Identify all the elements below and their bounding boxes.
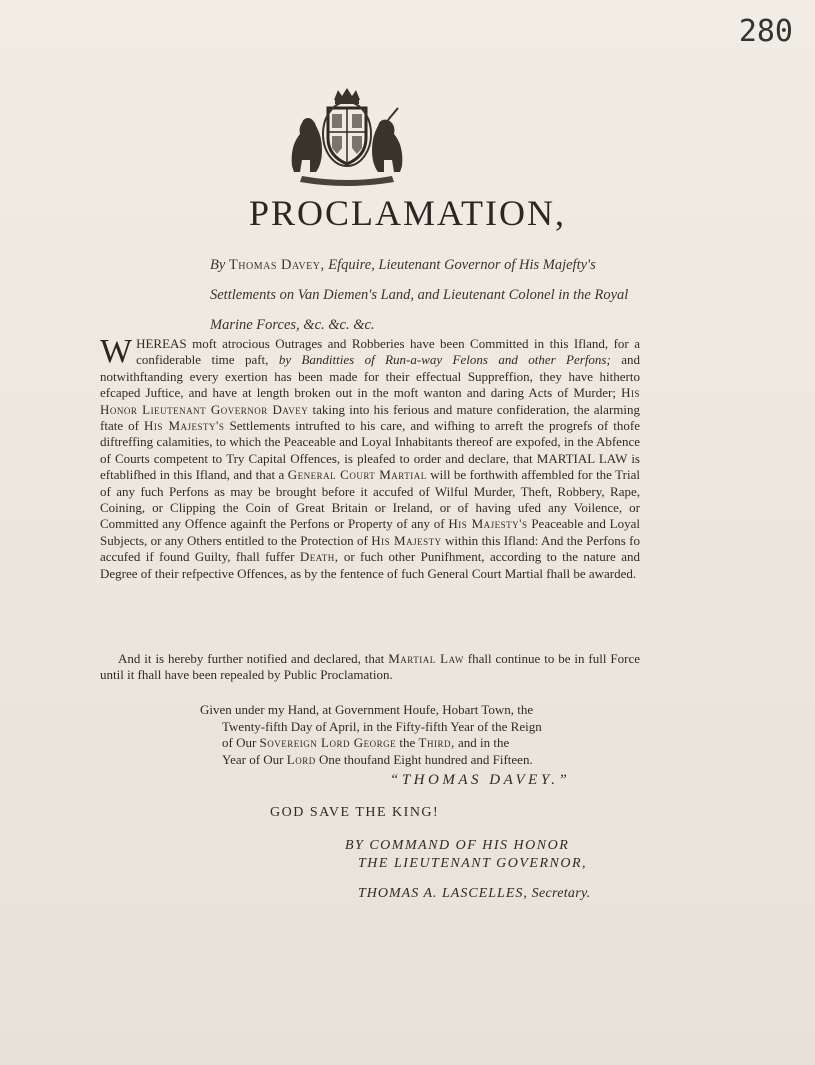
text-run-smallcaps: General Court Martial — [287, 467, 427, 483]
secretary-signature — [358, 886, 591, 902]
text-run-smallcaps: His Majesty — [371, 532, 442, 548]
text-run-smallcaps: Third, — [418, 735, 455, 751]
proclamation-paragraph-1 — [100, 333, 641, 582]
byline — [210, 250, 650, 340]
byline-name: Thomas Davey, — [228, 257, 325, 273]
text-run: within this Ifland: And the Perfons fo accufed if found Guilty, fhall fuffer — [100, 532, 640, 565]
god-save-the-king: GOD SAVE THE KING! — [270, 805, 440, 820]
drop-cap: W — [100, 333, 133, 370]
text-run-italic: by Banditties of Run-a-way Felons and other Perfons; — [278, 352, 611, 368]
text-run: and notwithftanding every exertion has been made for their effectual Suppreffion, they have hitherto efcaped Juftice, and have at length broken out in the moft wanton and daring Acts of Murder; — [100, 352, 640, 401]
governor-signature: “THOMAS DAVEY.” — [390, 772, 571, 788]
secretary-name: THOMAS A. LASCELLES, — [358, 886, 528, 901]
text-run: taking into his ferious and mature confideration, the alarming ftate of — [100, 401, 640, 434]
text-run: or fuch other Punifhment, according to the nature and Degree of their refpective Offences, as by the fentence of fuch General Court Martial fhall be awarded. — [100, 549, 640, 581]
command-line-1: BY COMMAND OF HIS HONOR — [345, 838, 570, 853]
byline-by: By — [210, 257, 229, 273]
text-run: the — [396, 735, 419, 751]
text-run: Settlements intrufted to his care, and wifhing to arreft the progrefs of thofe diftreffing calamities, to which the Peaceable and Loyal Inhabitants thereof are expofed, in the Abfence of Courts competent to Try Capital Offences, is pleafed to order and declare, that MARTIAL LAW is eftablifhed in this Ifland, and that a — [100, 418, 641, 483]
text-run: and in the — [454, 735, 510, 751]
given-line-3 — [200, 735, 640, 752]
proclamation-title: PROCLAMATION, — [248, 193, 567, 233]
text-run: Peaceable and Loyal Subjects, or any Others entitled to the Protection of — [100, 516, 640, 548]
page-number: 280 — [738, 14, 793, 49]
given-under-hand — [200, 702, 640, 768]
given-line-4 — [200, 752, 640, 769]
text-run-smallcaps: Martial Law — [388, 651, 464, 666]
command-line-2: THE LIEUTENANT GOVERNOR, — [358, 856, 588, 871]
byline-text: Efquire, Lieutenant Governor of His Majefty's Settlements on Van Diemen's Land, and Lieutenant Colonel in the Royal Marine Forces, &c. &c. &c. — [210, 257, 629, 333]
text-run: will be forthwith affembled for the Trial of any fuch Perfons as may be brought before it accufed of Wilful Murder, Theft, Robbery, Rape, Coining, or Clipping the Coin of Great Britain or Ireland, or of having ufed any Voilence, or Committed any Offence againft the Perfons or Property of any of — [100, 467, 640, 532]
text-run: HEREAS moft atrocious Outrages and Robberies have been Committed in this Ifland, for a confiderable time paft, — [136, 336, 640, 368]
proclamation-paragraph-2 — [100, 651, 640, 684]
text-run-smallcaps: His Majesty's — [448, 516, 528, 532]
text-run-smallcaps: Death, — [299, 549, 339, 565]
text-run: of Our — [222, 735, 260, 751]
royal-coat-of-arms-icon — [282, 86, 412, 186]
given-line-1: Given under my Hand, at Government Houfe, Hobart Town, the — [200, 702, 534, 717]
text-run-smallcaps: His Honor Lieutenant Governor Davey — [100, 385, 640, 417]
secretary-role: Secretary. — [527, 886, 591, 901]
text-run: fhall continue to be in full Force until it fhall have been repealed by Public Proclamation. — [100, 651, 641, 683]
text-run-smallcaps: Lord — [286, 751, 316, 767]
text-run-smallcaps: Sovereign Lord George — [259, 735, 397, 751]
text-run: Year of Our — [222, 751, 287, 767]
text-run: And it is hereby further notified and declared, that — [118, 651, 389, 666]
text-run: One thoufand Eight hundred and Fifteen. — [315, 751, 533, 767]
text-run: Twenty-fifth Day of April, in the Fifty-fifth Year of the Reign — [222, 718, 542, 734]
given-line-2 — [200, 719, 640, 736]
text-run-smallcaps: His Majesty's — [144, 418, 225, 434]
